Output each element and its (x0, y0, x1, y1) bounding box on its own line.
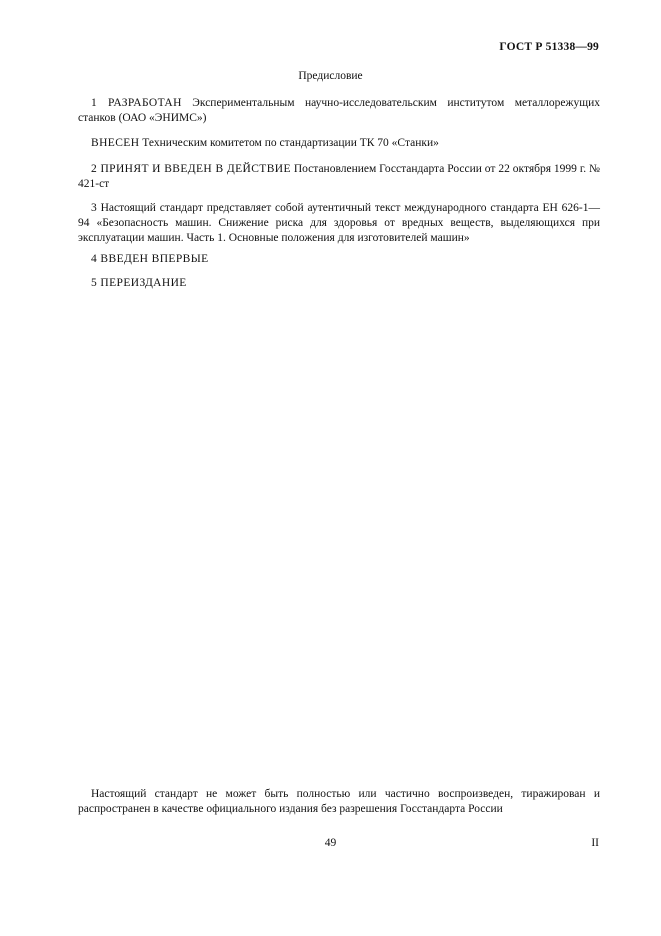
item-2-text: Постановлением Госстандарта России от 22 октября 1999 г. № 421-ст (78, 163, 601, 190)
preface-item-introduced (78, 136, 600, 151)
item-introduced-lead: ВНЕСЕН (91, 137, 140, 149)
preface-item-2 (78, 162, 600, 192)
item-introduced-text: Техническим комитетом по стандартизации ТК 70 «Станки» (139, 137, 439, 149)
item-4-lead: 4 ВВЕДЕН ВПЕРВЫЕ (91, 253, 209, 265)
preface-item-3 (78, 201, 600, 246)
copyright-notice-text: Настоящий стандарт не может быть полностью или частично воспроизведен, тиражирован и распространен в качестве официального издания без разрешения Госстандарта России (78, 788, 600, 815)
page-number: 49 (324, 837, 337, 849)
copyright-notice (78, 787, 600, 817)
item-1-text: Экспериментальным научно-исследовательским институтом металлорежущих станков (ОАО «ЭНИМС») (78, 97, 600, 124)
item-1-lead: 1 РАЗРАБОТАН (91, 97, 182, 109)
item-2-lead: 2 ПРИНЯТ И ВВЕДЕН В ДЕЙСТВИЕ (91, 163, 291, 175)
preface-item-1 (78, 96, 600, 126)
preface-item-5 (78, 276, 600, 291)
item-3-text: 3 Настоящий стандарт представляет собой аутентичный текст международного стандарта ЕН 626-1—94 «Безопасность машин. Снижение риска для здоровья от вредных веществ, выделяющихся при эксплуатации машин. Часть 1. Основные положения для изготовителей машин» (78, 202, 600, 244)
standard-code: ГОСТ Р 51338—99 (499, 41, 599, 53)
roman-page-number: II (591, 837, 599, 849)
item-5-lead: 5 ПЕРЕИЗДАНИЕ (91, 277, 187, 289)
section-title: Предисловие (298, 70, 363, 82)
preface-item-4 (78, 252, 600, 267)
